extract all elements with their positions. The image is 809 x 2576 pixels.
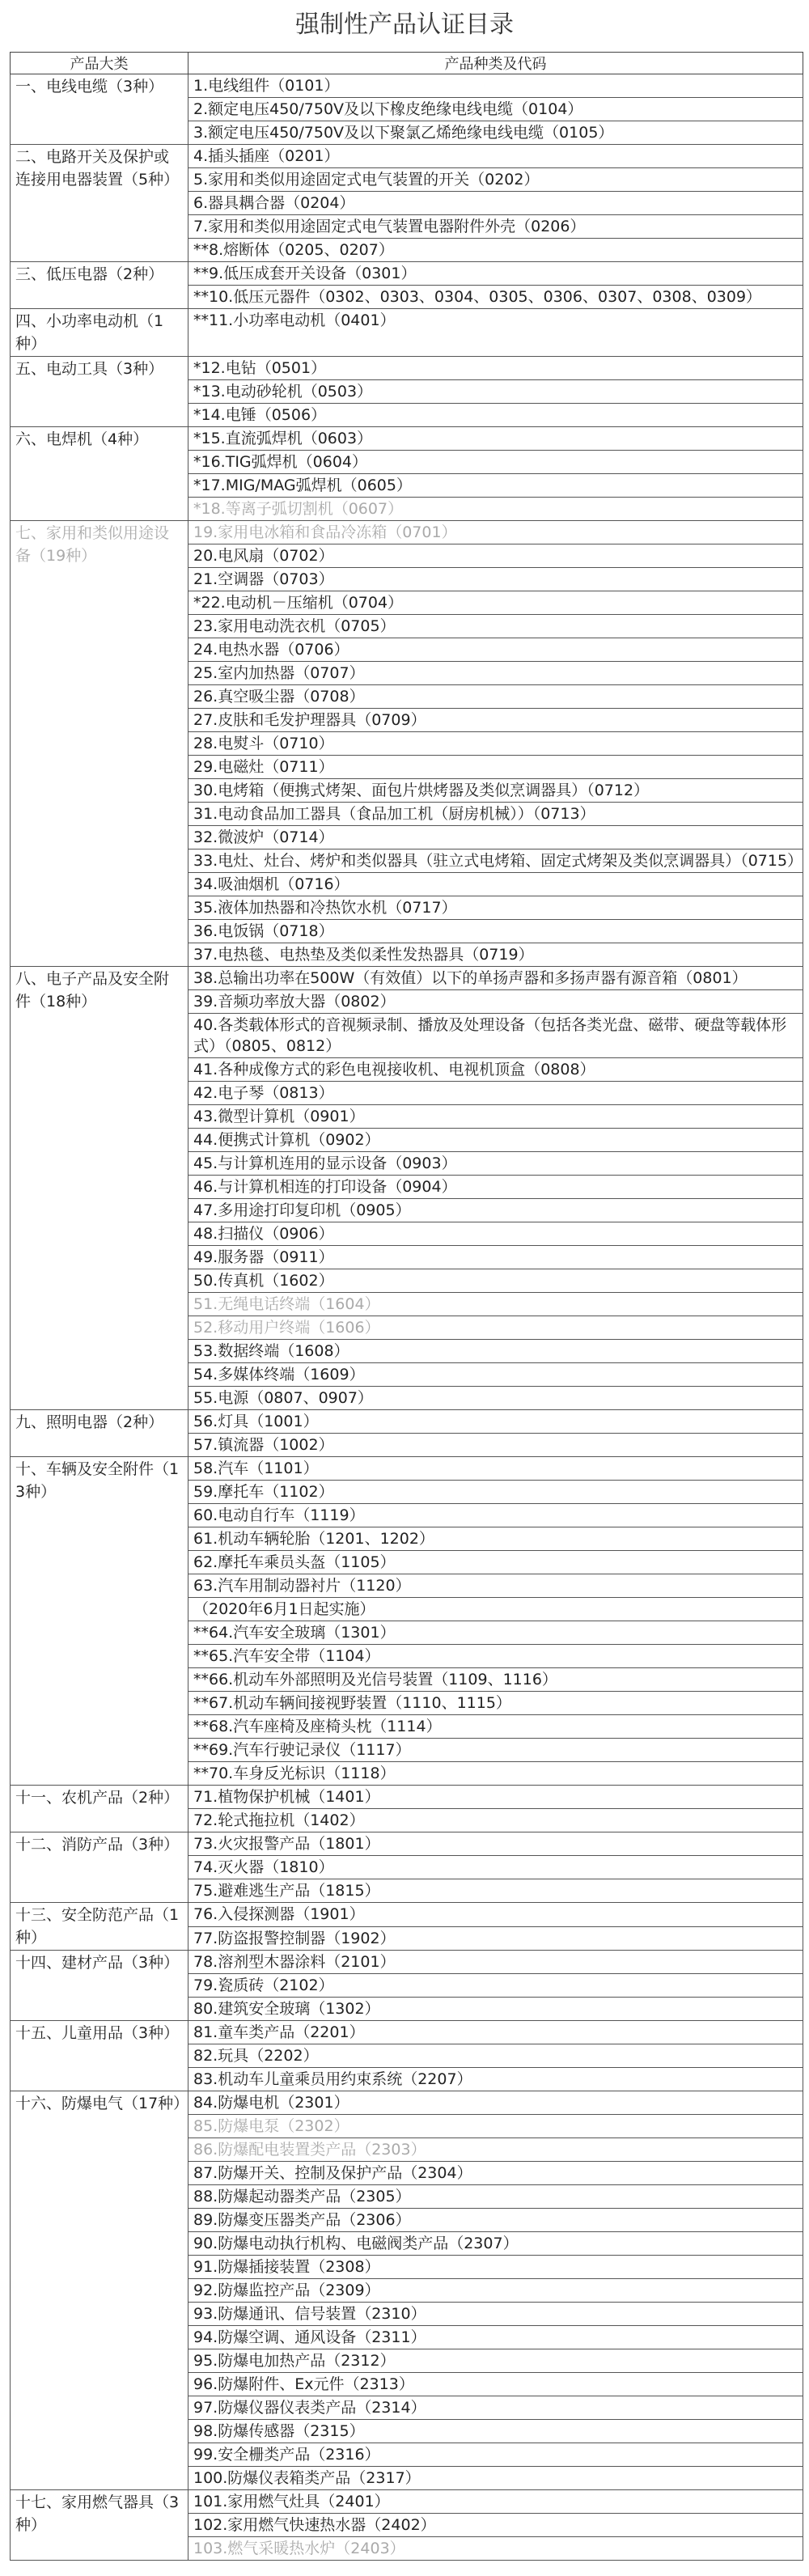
product-cell: 81.童车类产品（2201） bbox=[188, 2021, 803, 2044]
product-cell: 46.与计算机相连的打印设备（0904） bbox=[188, 1176, 803, 1199]
product-cell: *18.等离子弧切割机（0607） bbox=[188, 498, 803, 521]
product-cell: 89.防爆变压器类产品（2306） bbox=[188, 2209, 803, 2232]
product-cell: 27.皮肤和毛发护理器具（0709） bbox=[188, 709, 803, 732]
product-cell: 87.防爆开关、控制及保护产品（2304） bbox=[188, 2162, 803, 2185]
table-row bbox=[11, 309, 803, 357]
category-cell: 十六、防爆电气（17种） bbox=[11, 2091, 188, 2490]
category-cell: 十三、安全防范产品（1种） bbox=[11, 1903, 188, 1951]
product-cell: 54.多媒体终端（1609） bbox=[188, 1363, 803, 1387]
category-cell: 九、照明电器（2种） bbox=[11, 1410, 188, 1457]
catalog-body bbox=[11, 74, 803, 2561]
product-cell: （2020年6月1日起实施） bbox=[188, 1598, 803, 1621]
table-row bbox=[11, 1457, 803, 1481]
product-cell: 33.电灶、灶台、烤炉和类似器具（驻立式电烤箱、固定式烤架及类似烹调器具）（0715） bbox=[188, 849, 803, 873]
category-cell: 十一、农机产品（2种） bbox=[11, 1786, 188, 1832]
table-row bbox=[11, 521, 803, 544]
product-cell: 85.防爆电泵（2302） bbox=[188, 2115, 803, 2138]
product-cell: 39.音频功率放大器（0802） bbox=[188, 990, 803, 1014]
product-cell: 57.镇流器（1002） bbox=[188, 1434, 803, 1457]
table-row bbox=[11, 2021, 803, 2044]
product-cell: 52.移动用户终端（1606） bbox=[188, 1316, 803, 1340]
product-cell: 23.家用电动洗衣机（0705） bbox=[188, 615, 803, 638]
product-cell: 71.植物保护机械（1401） bbox=[188, 1786, 803, 1809]
product-cell: 91.防爆插接装置（2308） bbox=[188, 2256, 803, 2279]
product-cell: 2.额定电压450/750V及以下橡皮绝缘电线电缆（0104） bbox=[188, 98, 803, 121]
product-cell: 61.机动车辆轮胎（1201、1202） bbox=[188, 1527, 803, 1551]
table-row bbox=[11, 2091, 803, 2115]
product-cell: **64.汽车安全玻璃（1301） bbox=[188, 1621, 803, 1645]
product-cell: *22.电动机－压缩机（0704） bbox=[188, 591, 803, 615]
product-cell: 20.电风扇（0702） bbox=[188, 544, 803, 568]
product-cell: 96.防爆附件、Ex元件（2313） bbox=[188, 2373, 803, 2396]
table-row bbox=[11, 145, 803, 168]
product-cell: 74.灭火器（1810） bbox=[188, 1856, 803, 1879]
category-cell: 五、电动工具（3种） bbox=[11, 357, 188, 427]
product-cell: 76.入侵探测器（1901） bbox=[188, 1903, 803, 1927]
product-cell: 98.防爆传感器（2315） bbox=[188, 2420, 803, 2443]
product-cell: **67.机动车辆间接视野装置（1110、1115） bbox=[188, 1692, 803, 1715]
product-cell: 32.微波炉（0714） bbox=[188, 826, 803, 849]
product-cell: 37.电热毯、电热垫及类似柔性发热器具（0719） bbox=[188, 943, 803, 967]
product-cell: 83.机动车儿童乘员用约束系统（2207） bbox=[188, 2068, 803, 2091]
product-cell: 26.真空吸尘器（0708） bbox=[188, 685, 803, 709]
header-products: 产品种类及代码 bbox=[188, 53, 803, 74]
product-cell: 97.防爆仪器仪表类产品（2314） bbox=[188, 2396, 803, 2420]
category-cell: 十五、儿童用品（3种） bbox=[11, 2021, 188, 2091]
product-cell: *14.电锤（0506） bbox=[188, 404, 803, 427]
product-cell: 56.灯具（1001） bbox=[188, 1410, 803, 1434]
product-cell: **11.小功率电动机（0401） bbox=[188, 309, 803, 357]
product-cell: 50.传真机（1602） bbox=[188, 1269, 803, 1293]
product-cell: 5.家用和类似用途固定式电气装置的开关（0202） bbox=[188, 168, 803, 192]
product-cell: **65.汽车安全带（1104） bbox=[188, 1645, 803, 1668]
product-cell: 6.器具耦合器（0204） bbox=[188, 192, 803, 215]
product-cell: 55.电源（0807、0907） bbox=[188, 1387, 803, 1410]
product-cell: **66.机动车外部照明及光信号装置（1109、1116） bbox=[188, 1668, 803, 1692]
table-row bbox=[11, 427, 803, 451]
product-cell: **9.低压成套开关设备（0301） bbox=[188, 262, 803, 286]
category-cell: 十七、家用燃气器具（3种） bbox=[11, 2490, 188, 2561]
product-cell: **69.汽车行驶记录仪（1117） bbox=[188, 1739, 803, 1762]
product-cell: 51.无绳电话终端（1604） bbox=[188, 1293, 803, 1316]
product-cell: **68.汽车座椅及座椅头枕（1114） bbox=[188, 1715, 803, 1739]
category-cell: 十、车辆及安全附件（13种） bbox=[11, 1457, 188, 1786]
product-cell: 95.防爆电加热产品（2312） bbox=[188, 2349, 803, 2373]
product-cell: **8.熔断体（0205、0207） bbox=[188, 239, 803, 262]
product-cell: 4.插头插座（0201） bbox=[188, 145, 803, 168]
product-cell: 72.轮式拖拉机（1402） bbox=[188, 1809, 803, 1832]
product-cell: **70.车身反光标识（1118） bbox=[188, 1762, 803, 1786]
category-cell: 一、电线电缆（3种） bbox=[11, 74, 188, 145]
product-cell: 79.瓷质砖（2102） bbox=[188, 1974, 803, 1998]
table-row bbox=[11, 357, 803, 380]
product-cell: 77.防盗报警控制器（1902） bbox=[188, 1926, 803, 1951]
category-cell: 八、电子产品及安全附件（18种） bbox=[11, 967, 188, 1410]
category-cell: 六、电焊机（4种） bbox=[11, 427, 188, 521]
category-cell: 十四、建材产品（3种） bbox=[11, 1951, 188, 2021]
product-cell: 19.家用电冰箱和食品冷冻箱（0701） bbox=[188, 521, 803, 544]
product-cell: 59.摩托车（1102） bbox=[188, 1481, 803, 1504]
product-cell: 25.室内加热器（0707） bbox=[188, 662, 803, 685]
product-cell: 84.防爆电机（2301） bbox=[188, 2091, 803, 2115]
table-row bbox=[11, 1832, 803, 1856]
product-cell: 29.电磁灶（0711） bbox=[188, 756, 803, 779]
product-cell: 103.燃气采暖热水炉（2403） bbox=[188, 2537, 803, 2561]
product-cell: *16.TIG弧焊机（0604） bbox=[188, 451, 803, 474]
product-cell: 92.防爆监控产品（2309） bbox=[188, 2279, 803, 2303]
category-cell: 十二、消防产品（3种） bbox=[11, 1832, 188, 1903]
header-row bbox=[11, 53, 803, 74]
product-cell: 40.各类载体形式的音视频录制、播放及处理设备（包括各类光盘、磁带、硬盘等载体形式）（0805、0812） bbox=[188, 1014, 803, 1058]
product-cell: 43.微型计算机（0901） bbox=[188, 1105, 803, 1129]
catalog-table bbox=[10, 52, 803, 2561]
table-row bbox=[11, 1903, 803, 1927]
product-cell: 30.电烤箱（便携式烤架、面包片烘烤器及类似烹调器具）（0712） bbox=[188, 779, 803, 803]
product-cell: 90.防爆电动执行机构、电磁阀类产品（2307） bbox=[188, 2232, 803, 2256]
product-cell: 73.火灾报警产品（1801） bbox=[188, 1832, 803, 1856]
product-cell: 38.总输出功率在500W（有效值）以下的单扬声器和多扬声器有源音箱（0801） bbox=[188, 967, 803, 990]
product-cell: 42.电子琴（0813） bbox=[188, 1082, 803, 1105]
table-row bbox=[11, 1410, 803, 1434]
product-cell: *12.电钻（0501） bbox=[188, 357, 803, 380]
category-cell: 三、低压电器（2种） bbox=[11, 262, 188, 309]
product-cell: 82.玩具（2202） bbox=[188, 2044, 803, 2068]
product-cell: 41.各种成像方式的彩色电视接收机、电视机顶盒（0808） bbox=[188, 1058, 803, 1082]
product-cell: **10.低压元器件（0302、0303、0304、0305、0306、0307、0308、0309） bbox=[188, 286, 803, 309]
product-cell: 31.电动食品加工器具（食品加工机（厨房机械））（0713） bbox=[188, 803, 803, 826]
product-cell: 49.服务器（0911） bbox=[188, 1246, 803, 1269]
product-cell: *17.MIG/MAG弧焊机（0605） bbox=[188, 474, 803, 498]
product-cell: 21.空调器（0703） bbox=[188, 568, 803, 591]
product-cell: 48.扫描仪（0906） bbox=[188, 1222, 803, 1246]
product-cell: 34.吸油烟机（0716） bbox=[188, 873, 803, 896]
table-row bbox=[11, 262, 803, 286]
table-row bbox=[11, 74, 803, 98]
category-cell: 七、家用和类似用途设备（19种） bbox=[11, 521, 188, 967]
product-cell: 101.家用燃气灶具（2401） bbox=[188, 2490, 803, 2514]
product-cell: 99.安全栅类产品（2316） bbox=[188, 2443, 803, 2467]
category-cell: 二、电路开关及保护或连接用电器装置（5种） bbox=[11, 145, 188, 262]
table-row bbox=[11, 1786, 803, 1809]
product-cell: 100.防爆仪表箱类产品（2317） bbox=[188, 2467, 803, 2490]
table-row bbox=[11, 967, 803, 990]
product-cell: *13.电动砂轮机（0503） bbox=[188, 380, 803, 404]
product-cell: 102.家用燃气快速热水器（2402） bbox=[188, 2514, 803, 2537]
product-cell: 47.多用途打印复印机（0905） bbox=[188, 1199, 803, 1222]
product-cell: 93.防爆通讯、信号装置（2310） bbox=[188, 2303, 803, 2326]
table-row bbox=[11, 2490, 803, 2514]
product-cell: 94.防爆空调、通风设备（2311） bbox=[188, 2326, 803, 2349]
product-cell: 86.防爆配电装置类产品（2303） bbox=[188, 2138, 803, 2162]
product-cell: 7.家用和类似用途固定式电气装置电器附件外壳（0206） bbox=[188, 215, 803, 239]
product-cell: 78.溶剂型木器涂料（2101） bbox=[188, 1951, 803, 1974]
product-cell: 35.液体加热器和冷热饮水机（0717） bbox=[188, 896, 803, 920]
product-cell: 24.电热水器（0706） bbox=[188, 638, 803, 662]
table-row bbox=[11, 1951, 803, 1974]
product-cell: 53.数据终端（1608） bbox=[188, 1340, 803, 1363]
header-category: 产品大类 bbox=[11, 53, 188, 74]
category-cell: 四、小功率电动机（1种） bbox=[11, 309, 188, 357]
product-cell: 3.额定电压450/750V及以下聚氯乙烯绝缘电线电缆（0105） bbox=[188, 121, 803, 145]
product-cell: 28.电熨斗（0710） bbox=[188, 732, 803, 756]
product-cell: 80.建筑安全玻璃（1302） bbox=[188, 1998, 803, 2021]
product-cell: 44.便携式计算机（0902） bbox=[188, 1129, 803, 1152]
product-cell: 63.汽车用制动器衬片（1120） bbox=[188, 1574, 803, 1598]
product-cell: *15.直流弧焊机（0603） bbox=[188, 427, 803, 451]
product-cell: 45.与计算机连用的显示设备（0903） bbox=[188, 1152, 803, 1176]
page-title: 强制性产品认证目录 bbox=[295, 11, 514, 39]
product-cell: 36.电饭锅（0718） bbox=[188, 920, 803, 943]
product-cell: 58.汽车（1101） bbox=[188, 1457, 803, 1481]
product-cell: 88.防爆起动器类产品（2305） bbox=[188, 2185, 803, 2209]
product-cell: 75.避难逃生产品（1815） bbox=[188, 1879, 803, 1903]
product-cell: 1.电线组件（0101） bbox=[188, 74, 803, 98]
product-cell: 60.电动自行车（1119） bbox=[188, 1504, 803, 1527]
product-cell: 62.摩托车乘员头盔（1105） bbox=[188, 1551, 803, 1574]
